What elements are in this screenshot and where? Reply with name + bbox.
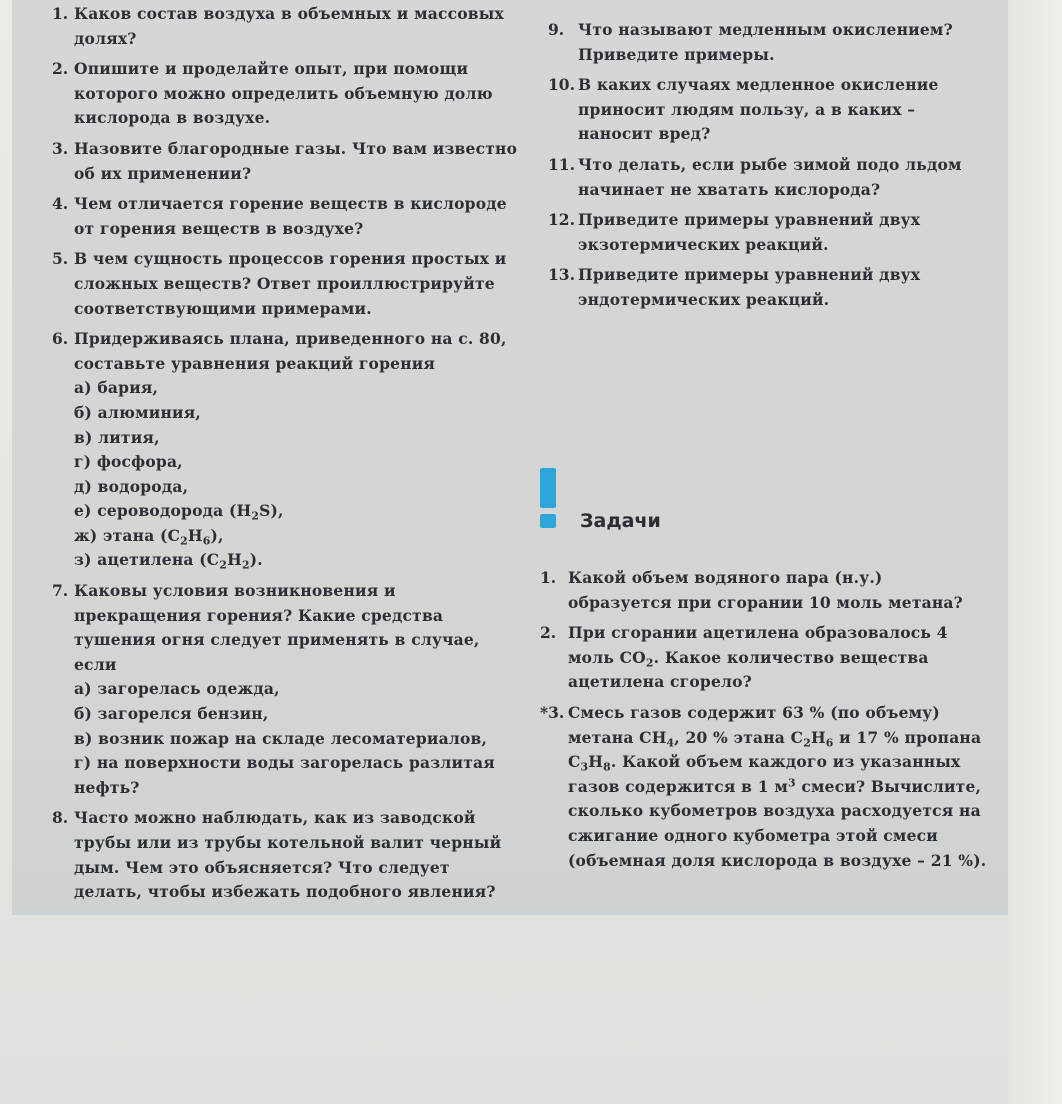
question-9 — [548, 18, 988, 67]
question-6 — [52, 327, 522, 573]
question-12 — [548, 208, 988, 257]
question-number: 10. — [548, 75, 575, 95]
question-number: 8. — [52, 808, 69, 828]
task-text: Смесь газов содержит 63 % (по объему) метана $CH_4$, 20 % этана $C_2H_6$ и 17 % пропана $C_3H_8$. Какой объем каждого из указанных газов содержится в 1 $м^3$ смеси? Вычислите, сколько кубометров воздуха расходуется на сжигание одного кубометра этой смеси (объемная доля кислорода в воздухе – 21 %). — [568, 702, 987, 870]
question-number: 4. — [52, 194, 69, 214]
question-number: 5. — [52, 249, 69, 269]
question-text: Назовите благородные газы. Что вам известно об их применении? — [74, 138, 518, 183]
question-text: Каков состав воздуха в объемных и массовых долях? — [74, 4, 504, 48]
question-text: Часто можно наблюдать, как из заводской трубы или из трубы котельной валит черный дым. Чем это объясняется? Что следует делать, чтобы избежать подобного явления? — [74, 808, 502, 902]
question-text: Придерживаясь плана, приведенного на с. 80, составьте уравнения реакций горения — [74, 329, 507, 373]
option-item: г) фосфора, — [74, 452, 183, 472]
option-item: а) загорелась одежда, — [74, 679, 280, 699]
question-text: В каких случаях медленное окисление приносит людям пользу, а в каких – наносит вред? — [578, 75, 939, 144]
options-list — [74, 677, 522, 800]
question-text: Опишите и проделайте опыт, при помощи которого можно определить объемную долю кислорода в воздухе. — [74, 59, 493, 128]
question-number: 11. — [548, 154, 575, 174]
question-4 — [52, 192, 522, 241]
question-number: 6. — [52, 329, 69, 349]
task-text: Какой объем водяного пара (н.у.) образуется при сгорании 10 моль метана? — [568, 568, 963, 612]
option-item-h2s: е) сероводорода $(H_2S)$, — [74, 501, 284, 523]
option-item: в) возник пожар на складе лесоматериалов, — [74, 728, 488, 748]
task-1 — [540, 566, 988, 615]
exclamation-icon — [538, 468, 558, 530]
question-text: Чем отличается горение веществ в кислороде от горения веществ в воздухе? — [74, 194, 507, 238]
question-text: Приведите примеры уравнений двух эндотермических реакций. — [578, 265, 921, 309]
question-text: Что называют медленным окислением? Приведите примеры. — [578, 20, 953, 64]
question-number: 7. — [52, 581, 69, 601]
questions-left-column — [52, 2, 522, 911]
question-13 — [548, 263, 988, 312]
question-8 — [52, 806, 522, 904]
question-5 — [52, 247, 522, 321]
question-3 — [52, 137, 522, 186]
question-number: 3. — [52, 138, 69, 158]
options-list — [74, 376, 522, 573]
question-1 — [52, 2, 522, 51]
question-text: В чем сущность процессов горения простых и сложных веществ? Ответ проиллюстрируйте соответствующими примерами. — [74, 249, 507, 318]
section-title: Задачи — [580, 510, 661, 532]
option-item: в) лития, — [74, 427, 160, 447]
question-2 — [52, 57, 522, 131]
option-item: б) алюминия, — [74, 402, 201, 422]
task-number: 2. — [540, 623, 557, 643]
task-number: *3. — [540, 702, 565, 722]
question-7 — [52, 579, 522, 800]
question-text: Каковы условия возникновения и прекращения горения? Какие средства тушения огня следует применять в случае, если — [74, 581, 480, 674]
option-item-ethane: ж) этана $(C_2H_6)$, — [74, 525, 224, 548]
task-text: При сгорании ацетилена образовалось 4 моль $CO_2$. Какое количество вещества ацетилена сгорело? — [568, 623, 948, 692]
option-item: г) на поверхности воды загорелась разлитая нефть? — [74, 753, 495, 797]
question-number: 13. — [548, 265, 575, 285]
option-item: д) водорода, — [74, 476, 189, 496]
question-text: Приведите примеры уравнений двух экзотермических реакций. — [578, 210, 921, 254]
task-3 — [540, 701, 988, 873]
tasks-list — [540, 566, 988, 879]
option-item: а) бария, — [74, 378, 159, 398]
questions-right-column — [548, 18, 988, 319]
question-number: 2. — [52, 59, 69, 79]
question-number: 9. — [548, 20, 565, 39]
task-2 — [540, 621, 988, 695]
question-text: Что делать, если рыбе зимой подо льдом начинает не хватать кислорода? — [578, 154, 962, 199]
task-number: 1. — [540, 568, 557, 587]
option-item: б) загорелся бензин, — [74, 704, 269, 724]
page-margin — [1008, 0, 1062, 1104]
option-item-acetylene: з) ацетилена $(C_2H_2)$. — [74, 550, 263, 572]
question-10 — [548, 73, 988, 147]
question-number: 1. — [52, 4, 69, 23]
question-number: 12. — [548, 210, 575, 230]
question-11 — [548, 153, 988, 202]
